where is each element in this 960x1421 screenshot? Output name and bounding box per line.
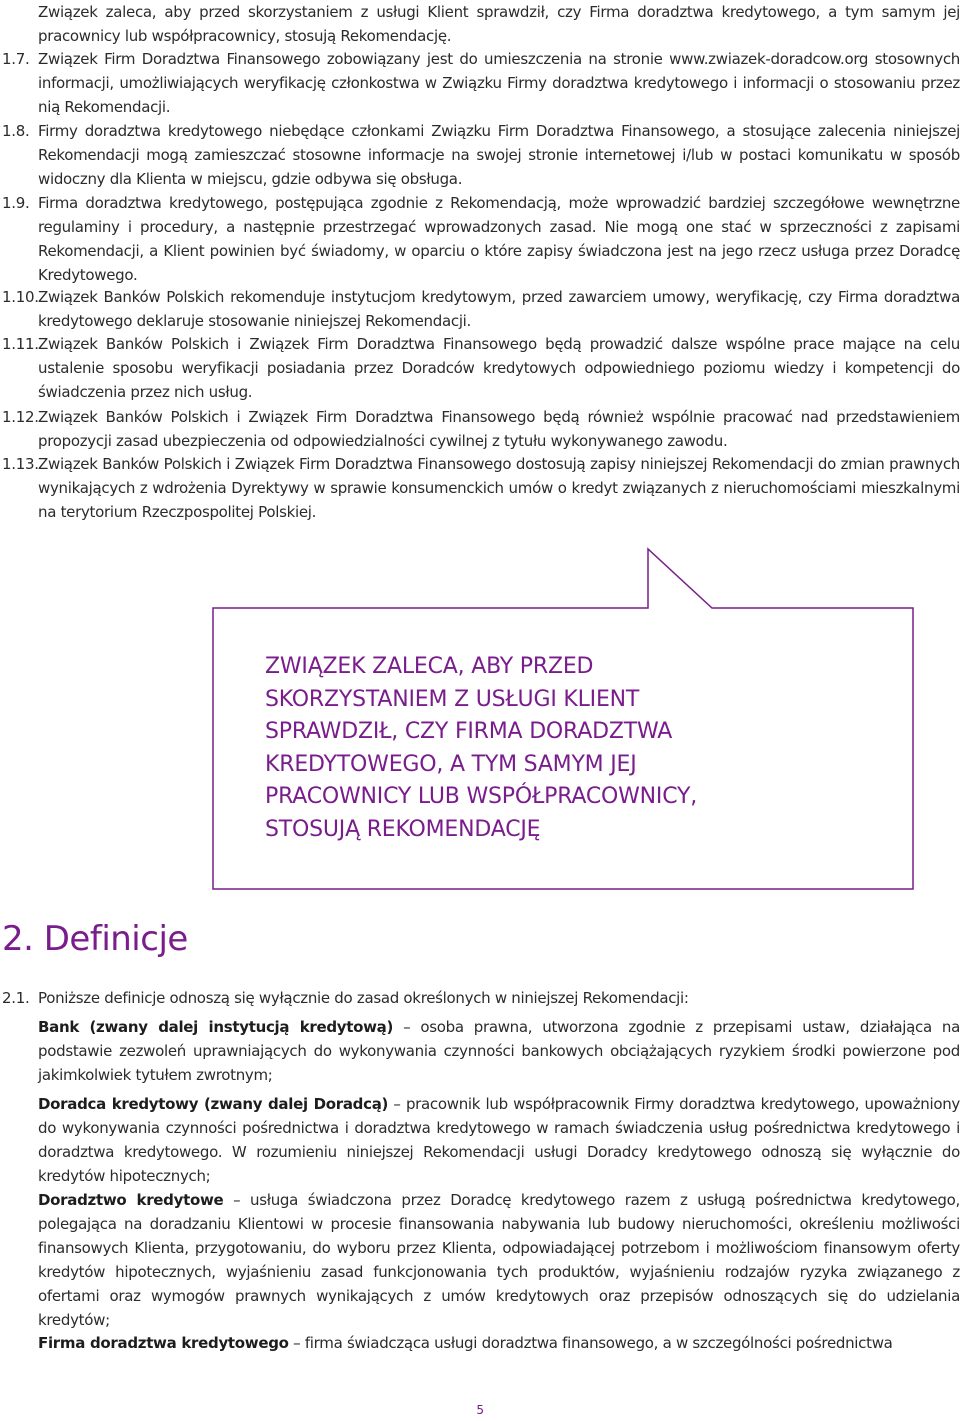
item-1-13: 1.13. Związek Banków Polskich i Związek Firm Doradztwa Finansowego dostosują zapisy niniejszej Rekomendacji do zmian prawnych wynikających z wdrożenia Dyrektywy w sprawie konsumenckich umów o kredyt związanych z nieruchomościami mieszkalnymi na terytorium Rzeczpospolitej Polskiej.: [2, 455, 960, 521]
callout-quote: ZWIĄZEK ZALECA, ABY PRZED SKORZYSTANIEM Z USŁUGI KLIENT SPRAWDZIŁ, CZY FIRMA DORADZTWA KREDYTOWEGO, A TYM SAMYM JEJ PRACOWNICY LUB WSPÓŁPRACOWNICY, STOSUJĄ REKOMENDACJĘ: [265, 654, 698, 842]
definition-term: Doradztwo kredytowe: [38, 1191, 224, 1209]
definition-firma: [38, 1331, 960, 1355]
definition-doradca: [38, 1092, 960, 1188]
definition-doradztwo: [38, 1188, 960, 1332]
item-1-10: 1.10. Związek Banków Polskich rekomenduje instytucjom kredytowym, przed zawarciem umowy, weryfikację, czy Firma doradztwa kredytowego deklaruje stosowanie niniejszej Rekomendacji.: [2, 288, 960, 330]
definition-bank: [38, 1015, 960, 1087]
item-1-11: 1.11. Związek Banków Polskich i Związek Firm Doradztwa Finansowego będą prowadzić dalsze wspólne prace mające na celu ustalenie sposobu weryfikacji posiadania przez Doradców kredytowych odpowiedniego poziomu wiedzy i kompetencji do świadczenia przez nich usług.: [2, 335, 960, 401]
definition-text: – usługa świadczona przez Doradcę kredytowego razem z usługą pośrednictwa kredytowego, polegająca na doradzaniu Klientowi w procesie finansowania nabywania lub budowy nieruchomości, określeniu możliwości finansowych Klienta, przygotowaniu, do wyboru przez Klienta, odpowiadającej potrzebom i możliwościom finansowym oferty kredytów hipotecznych, wyjaśnieniu zasad funkcjonowania tych produktów, wyjaśnieniu rodzajów ryzyka związanego z ofertami oraz wymogów prawnych wynikających z umów kredytowych oraz przepisów odnoszących się do udzielania kredytów;: [38, 1191, 960, 1329]
definition-text: – pracownik lub współpracownik Firmy doradztwa kredytowego, upoważniony do wykonywania czynności pośrednictwa i doradztwa kredytowego w ramach świadczenia usług pośrednictwa kredytowego i doradztwa kredytowego. W rozumieniu niniejszej Rekomendacji usługi Doradcy kredytowego odnoszą się wyłącznie do kredytów hipotecznych;: [38, 1095, 960, 1185]
item-2-1: 2.1. Poniższe definicje odnoszą się wyłącznie do zasad określonych w niniejszej Rekomendacji:: [2, 989, 689, 1007]
definition-text: – osoba prawna, utworzona zgodnie z przepisami ustaw, działająca na podstawie zezwoleń uprawniających do wykonywania czynności bankowych obciążających ryzykiem środki powierzone pod jakimkolwiek tytułem zwrotnym;: [38, 1018, 960, 1084]
page-number: 5: [476, 1403, 484, 1417]
item-1-9: 1.9. Firma doradztwa kredytowego, postępująca zgodnie z Rekomendacją, może wprowadzić bardziej szczegółowe wewnętrzne regulaminy i procedury, a następnie przestrzegać wprowadzonych zasad. Nie mogą one stać w sprzeczności z zapisami Rekomendacji, a Klient powinien być świadomy, w oparciu o które zapisy świadczona jest na jego rzecz usługa przez Doradcę Kredytowego.: [2, 194, 960, 284]
definition-term: Doradca kredytowy (zwany dalej Doradcą): [38, 1095, 389, 1113]
item-1-12: 1.12. Związek Banków Polskich i Związek Firm Doradztwa Finansowego będą również wspólnie pracować nad przedstawieniem propozycji zasad ubezpieczenia od odpowiedzialności cywilnej z tytułu wykonywanego zawodu.: [2, 408, 960, 450]
definition-term: Firma doradztwa kredytowego: [38, 1334, 289, 1352]
intro-paragraph: Związek zaleca, aby przed skorzystaniem z usługi Klient sprawdził, czy Firma doradztwa kredytowego, a tym samym jej pracownicy lub współpracownicy, stosują Rekomendację.: [38, 3, 960, 45]
definition-text: – firma świadcząca usługi doradztwa finansowego, a w szczególności pośrednictwa: [288, 1334, 893, 1352]
item-1-8: 1.8. Firmy doradztwa kredytowego niebędące członkami Związku Firm Doradztwa Finansowego, a stosujące zalecenia niniejszej Rekomendacji mogą zamieszczać stosowne informacje na swojej stronie internetowej i/lub w postaci komunikatu w sposób widoczny dla Klienta w miejscu, gdzie odbywa się obsługa.: [2, 122, 960, 188]
section-title: 2. Definicje: [2, 919, 188, 959]
item-1-7: 1.7. Związek Firm Doradztwa Finansowego zobowiązany jest do umieszczenia na stronie www.zwiazek-doradcow.org stosownych informacji, umożliwiających weryfikację członkostwa w Związku Firmy doradztwa kredytowego i informacji o stosowaniu przez nią Rekomendacji.: [2, 50, 960, 116]
definition-term: Bank (zwany dalej instytucją kredytową): [38, 1018, 394, 1036]
